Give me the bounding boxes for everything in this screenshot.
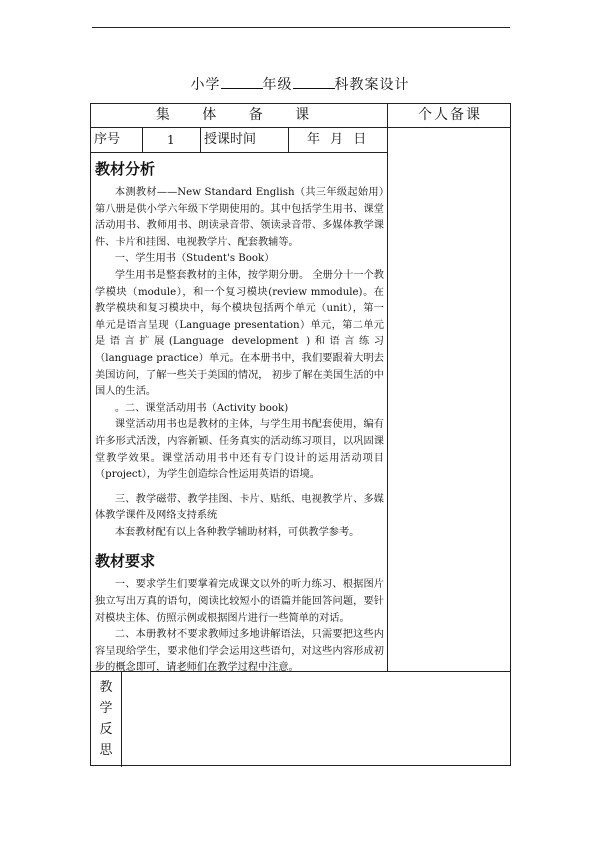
page-title xyxy=(0,74,600,94)
analysis-paragraph: 三、教学磁带、教学挂图、卡片、贴纸、电视教学片、多媒体教学课件及网络支持系统 xyxy=(95,493,384,522)
info-row-divider xyxy=(91,152,387,153)
header-rule xyxy=(92,27,510,28)
reflection-char: 思 xyxy=(99,743,113,758)
time-divider xyxy=(200,127,201,152)
title-subject-plan: 科教案设计 xyxy=(334,77,410,93)
reflection-label-divider xyxy=(121,671,122,767)
reflection-char: 学 xyxy=(99,701,113,716)
title-school-level: 小学 xyxy=(190,77,221,93)
requirements-paragraph: 二、本册教材不要求教师过多地讲解语法，只需要把这些内容呈现给学生，要求他们学会运用这些语句，对这些内容形成初步的概念即可，请老师们在教学过程中注意。 xyxy=(95,629,384,674)
column-divider-personal xyxy=(387,104,388,671)
lesson-content xyxy=(95,156,384,677)
reflection-char: 教 xyxy=(99,680,113,695)
grade-blank xyxy=(221,77,263,89)
date-label: 年 月 日 xyxy=(307,132,370,147)
personal-prep-header: 个人备课 xyxy=(418,107,482,123)
date-divider xyxy=(288,127,289,152)
group-prep-header: 集 体 备 课 xyxy=(155,107,324,123)
analysis-paragraph: 一、学生用书（Student's Book） xyxy=(114,253,275,265)
analysis-paragraph: 课堂活动用书也是教材的主体，与学生用书配套使用，编有许多形式活泼，内容新颖、任务真实的活动练习项目，以巩固课堂教学效果。课堂活动用书中还有专门设计的运用活动项目（project），为学生创造综合性运用英语的语境。 xyxy=(95,419,384,481)
title-grade: 年级 xyxy=(262,77,293,93)
requirements-paragraph: 一、要求学生们要掌着完成课文以外的听力练习、根据图片独立写出万真的语句，阅读比较短小的语篇并能回答问题，要针对模块主体、仿照示例或根据图片进行一些简单的对话。 xyxy=(95,579,384,624)
requirements-heading: 教材要求 xyxy=(95,552,156,571)
analysis-paragraph: 本测教材——New Standard English（共三年级起始用）第八册是供小学六年级下学期使用的。其中包括学生用书、课堂活动用书、教师用书、朗读录音带、领读录音带、多媒体教学课件、卡片和挂图、电视教学片、配套教辅等。 xyxy=(95,187,384,248)
analysis-paragraph: 学生用书是整套教材的主体，按学期分册。 全册分十一个教学模块（module），和一个复习模块(review mmodule)。在教学模块和复习模块中，每个模块包括两个单元（unit），第一单元是语言呈现（Language presentation）单元，第二单元是语言扩展(Language development )和语言练习（language practice）单元。在本册书中，我们要跟着大明去美国访问，了解一些关于美国的情况， 初步了解在美国生活的中国人的生活。 xyxy=(95,269,384,398)
seq-divider xyxy=(142,127,143,152)
seq-value: 1 xyxy=(167,133,175,147)
teaching-time-label: 授课时间 xyxy=(204,132,257,147)
teaching-reflection-label xyxy=(91,671,121,767)
reflection-char: 反 xyxy=(99,722,113,737)
analysis-paragraph: 本套教材配有以上各种教学辅助材料，可供教学参考。 xyxy=(114,526,360,538)
header-row-divider xyxy=(91,127,510,128)
subject-blank xyxy=(293,77,335,89)
lesson-plan-table xyxy=(90,103,511,766)
seq-label: 序号 xyxy=(94,132,121,147)
analysis-paragraph: 。二、课堂活动用书（Activity book) xyxy=(114,402,289,414)
analysis-heading: 教材分析 xyxy=(95,160,156,178)
